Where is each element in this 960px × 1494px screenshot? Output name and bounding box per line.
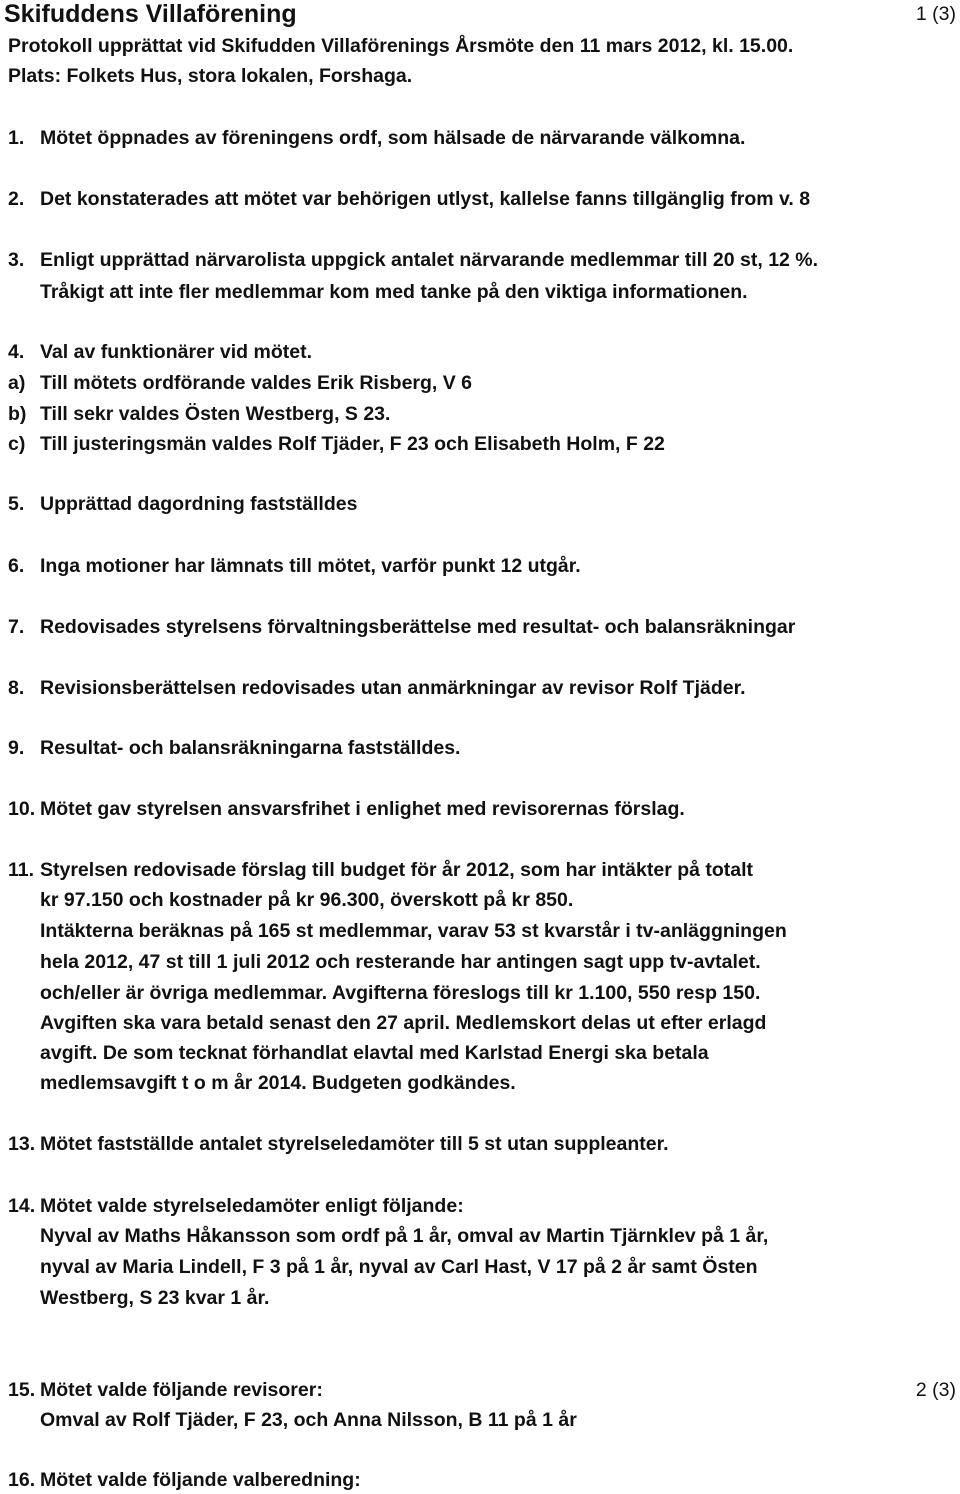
item-text: Resultat- och balansräkningarna fastställdes. [40, 737, 461, 759]
item-number: 15. [8, 1379, 36, 1401]
sub-item-label: b) [8, 403, 27, 425]
item-number: 14. [8, 1195, 36, 1217]
item-text: Upprättad dagordning fastställdes [40, 493, 358, 515]
document-title: Skifuddens Villaförening [4, 0, 297, 28]
item-text: Westberg, S 23 kvar 1 år. [40, 1287, 270, 1309]
item-text: Revisionsberättelsen redovisades utan anmärkningar av revisor Rolf Tjäder. [40, 677, 746, 699]
item-text: Intäkterna beräknas på 165 st medlemmar, varav 53 st kvarstår i tv-anläggningen [40, 920, 787, 942]
item-text: Redovisades styrelsens förvaltningsberättelse med resultat- och balansräkningar [40, 616, 796, 638]
item-text: Mötet valde styrelseledamöter enligt följande: [40, 1195, 464, 1217]
item-text: Omval av Rolf Tjäder, F 23, och Anna Nilsson, B 11 på 1 år [40, 1409, 577, 1431]
sub-item-label: c) [8, 433, 26, 455]
item-number: 16. [8, 1469, 36, 1491]
place-line: Plats: Folkets Hus, stora lokalen, Forshaga. [8, 65, 413, 87]
page-number: 1 (3) [915, 3, 956, 25]
item-number: 4. [8, 341, 25, 363]
item-number: 1. [8, 127, 25, 149]
item-text: Nyval av Maths Håkansson som ordf på 1 år, omval av Martin Tjärnklev på 1 år, [40, 1225, 769, 1247]
item-text: kr 97.150 och kostnader på kr 96.300, överskott på kr 850. [40, 889, 574, 911]
item-text: Val av funktionärer vid mötet. [40, 341, 312, 363]
item-text: Enligt upprättad närvarolista uppgick antalet närvarande medlemmar till 20 st, 12 %. [40, 249, 819, 271]
item-text: Mötet fastställde antalet styrelseledamöter till 5 st utan suppleanter. [40, 1133, 669, 1155]
item-number: 13. [8, 1133, 36, 1155]
item-number: 6. [8, 555, 25, 577]
sub-item-text: Till mötets ordförande valdes Erik Risberg, V 6 [40, 372, 473, 394]
item-text: Mötet öppnades av föreningens ordf, som hälsade de närvarande välkomna. [40, 127, 746, 149]
item-text: Mötet valde följande valberedning: [40, 1469, 361, 1491]
sub-item-text: Till justeringsmän valdes Rolf Tjäder, F 23 och Elisabeth Holm, F 22 [40, 433, 665, 455]
item-text: hela 2012, 47 st till 1 juli 2012 och resterande har antingen sagt upp tv-avtalet. [40, 951, 761, 973]
item-number: 2. [8, 188, 25, 210]
item-text: Mötet valde följande revisorer: [40, 1379, 323, 1401]
item-number: 7. [8, 616, 25, 638]
item-number: 10. [8, 798, 36, 820]
item-text: avgift. De som tecknat förhandlat elavtal med Karlstad Energi ska betala [40, 1042, 709, 1064]
item-number: 3. [8, 249, 25, 271]
item-text: Styrelsen redovisade förslag till budget för år 2012, som har intäkter på totalt [40, 859, 754, 881]
sub-item-text: Till sekr valdes Östen Westberg, S 23. [40, 403, 391, 425]
item-text: medlemsavgift t o m år 2014. Budgeten godkändes. [40, 1072, 516, 1094]
item-text: Avgiften ska vara betald senast den 27 april. Medlemskort delas ut efter erlagd [40, 1012, 767, 1034]
item-text: och/eller är övriga medlemmar. Avgifterna föreslogs till kr 1.100, 550 resp 150. [40, 982, 761, 1004]
item-text: Det konstaterades att mötet var behörigen utlyst, kallelse fanns tillgänglig from v. 8 [40, 188, 811, 210]
item-number: 11. [8, 859, 35, 881]
item-text: Inga motioner har lämnats till mötet, varför punkt 12 utgår. [40, 555, 581, 577]
protocol-line: Protokoll upprättat vid Skifudden Villaförenings Årsmöte den 11 mars 2012, kl. 15.00. [8, 35, 794, 57]
page-number: 2 (3) [915, 1379, 956, 1401]
item-text: Tråkigt att inte fler medlemmar kom med tanke på den viktiga informationen. [40, 281, 748, 303]
item-number: 9. [8, 737, 25, 759]
item-text: nyval av Maria Lindell, F 3 på 1 år, nyval av Carl Hast, V 17 på 2 år samt Östen [40, 1256, 758, 1278]
item-number: 5. [8, 493, 25, 515]
sub-item-label: a) [8, 372, 26, 394]
item-number: 8. [8, 677, 25, 699]
item-text: Mötet gav styrelsen ansvarsfrihet i enlighet med revisorernas förslag. [40, 798, 685, 820]
